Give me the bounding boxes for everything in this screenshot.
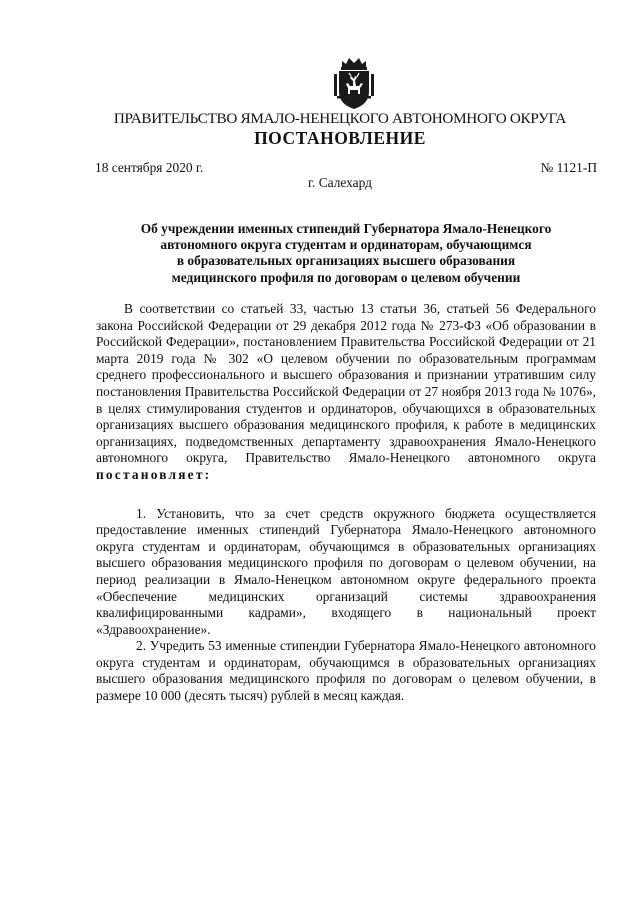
clause-1: 1. Установить, что за счет средств окружного бюджета осуществляется предоставление именных стипендий Губернатора Ямало-Ненецкого автономного округа студентам и ординаторам, обучающимся в образовательных организациях высшего образования медицинского профиля по договорам о целевом обучении, на период реализации в Ямало-Ненецком автономном округе федерального проекта «Обеспечение медицинских организаций системы здравоохранения квалифицированными кадрами», входящего в национальный проект «Здравоохранение». [96,505,596,637]
document-body [96,301,596,705]
intro-paragraph [96,301,596,484]
document-date: 18 сентября 2020 г. [95,160,204,175]
title-line: Об учреждении именных стипендий Губернатора Ямало-Ненецкого [140,221,552,236]
document-city: г. Салехард [308,175,372,190]
document-title [96,221,596,286]
clause-2: 2. Учредить 53 именные стипендии Губернатора Ямало-Ненецкого автономного округа студентам и ординаторам, обучающимся в образовательных организациях высшего образования медицинского профиля по договорам о целевом обучении, в размере 10 000 (десять тысяч) рублей в месяц каждая. [96,638,596,704]
intro-text: В соответствии со статьей 33, частью 13 статьи 36, статьей 56 Федерального закона Российской Федерации от 29 декабря 2012 года № 273-ФЗ «Об образовании в Российской Федерации», постановлением Правительства Российской Федерации от 21 марта 2019 года № 302 «О целевом обучении по образовательным программам среднего профессионального и высшего образования и признании утратившим силу постановления Правительства Российской Федерации от 27 ноября 2013 года № 1076», в целях стимулирования студентов и ординаторов, обучающихся в образовательных организациях высшего образования медицинского профиля, к работе в медицинских организациях, подведомственных департаменту здравоохранения Ямало-Ненецкого автономного округа, Правительство Ямало-Ненецкого автономного округа [96,301,596,466]
title-line: в образовательных организациях высшего образования [176,253,516,269]
resolves-word: постановляет: [96,466,212,482]
document-type: ПОСТАНОВЛЕНИЕ [254,128,426,148]
government-name: ПРАВИТЕЛЬСТВО ЯМАЛО-НЕНЕЦКОГО АВТОНОМНОГО ОКРУГА [113,110,567,127]
title-line: автономного округа студентам и ординаторам, обучающимся [160,237,532,253]
yamal-coat-of-arms-icon [331,56,377,110]
document-number: № 1121-П [540,160,597,175]
title-line: медицинского профиля по договорам о целевом обучении [171,269,521,285]
